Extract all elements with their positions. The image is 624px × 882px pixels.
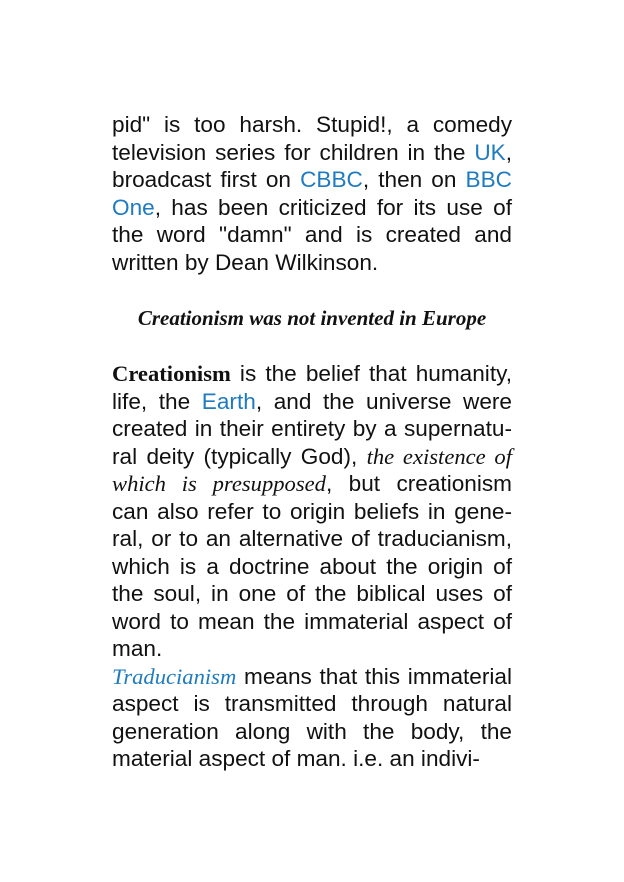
link-cbbc[interactable]: CBBC [300, 167, 363, 192]
italic-phrase: the existence of which is presupposed [112, 443, 512, 496]
paragraph-traducianism [112, 663, 512, 773]
paragraph-text: , has been criticized for its use of the word "damn" and is created and written by Dean Wilkinson. [112, 194, 512, 275]
paragraph-text: , and the universe were created in their entirety by a supernatural deity (typically God), [112, 388, 512, 469]
paragraph-creationism [112, 360, 512, 663]
link-bbc-one[interactable]: BBC One [112, 167, 512, 220]
paragraph-text: is the belief that humanity, life, the [112, 361, 512, 414]
paragraph-text: , broadcast first on [112, 139, 512, 192]
paragraph-stupid-series [112, 111, 512, 276]
link-traducianism[interactable]: Traducianism [112, 663, 237, 689]
document-page [112, 111, 512, 773]
section-heading: Creationism was not invented in Europe [137, 306, 487, 330]
link-earth[interactable]: Earth [201, 388, 256, 414]
paragraph-text: means that this immaterial aspect is transmitted through natural generation along with the body, the material aspect of man. i.e. an indivi- [112, 663, 512, 771]
paragraph-text: , but creationism can also refer to origin beliefs in general, or to an alternative of traducianism, which is a doctrine about the origin of the soul, in one of the biblical uses of word to mean the immaterial aspect of man. [112, 471, 512, 661]
paragraph-text: , then on [362, 167, 466, 192]
link-uk[interactable]: UK [474, 139, 506, 165]
term-creationism: Creationism [112, 361, 231, 386]
paragraph-text: pid" is too harsh. Stupid!, a comedy television series for children in the [112, 112, 512, 165]
